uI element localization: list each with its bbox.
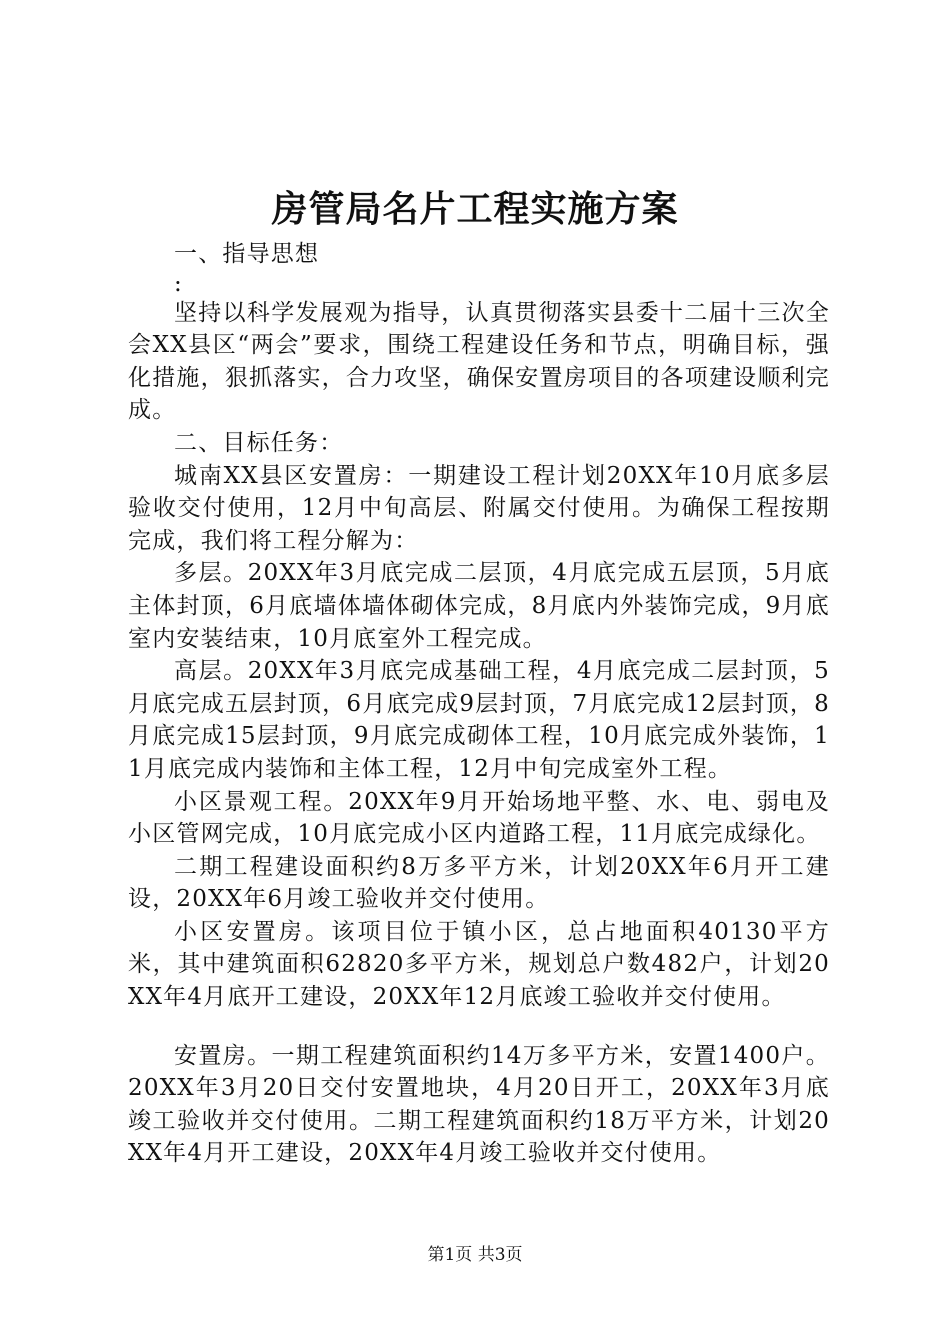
section-heading-targets: 二、目标任务： bbox=[174, 429, 344, 456]
paragraph-community-resettlement: 小区安置房。该项目位于镇小区，总占地面积40130平方米，其中建筑面积62820多平方米，规划总户数482户，计划20XX年4月底开工建设，20XX年12月底竣工验收并交付使用。 bbox=[128, 918, 830, 1011]
section-heading-colon: : bbox=[174, 270, 183, 297]
section-heading-guiding-ideology: 一、指导思想 bbox=[174, 241, 320, 267]
paragraph-resettlement-housing: 安置房。一期工程建筑面积约14万多平方米，安置1400户。20XX年3月20日交付安置地块，4月20日开工，20XX年3月底竣工验收并交付使用。二期工程建筑面积约18万平方米，计划20XX年4月开工建设，20XX年4月竣工验收并交付使用。 bbox=[128, 1042, 830, 1167]
paragraph-spacer bbox=[128, 1014, 830, 1040]
paragraph-multi-storey: 多层。20XX年3月底完成二层顶，4月底完成五层顶，5月底主体封顶，6月底墙体墙体砌体完成，8月底内外装饰完成，9月底室内安装结束，10月底室外工程完成。 bbox=[128, 560, 830, 652]
paragraph-high-rise: 高层。20XX年3月底完成基础工程，4月底完成二层封顶，5月底完成五层封顶，6月底完成9层封顶，7月底完成12层封顶，8月底完成15层封顶，9月底完成砌体工程，10月底完成外装饰，11月底完成内装饰和主体工程，12月中旬完成室外工程。 bbox=[128, 658, 830, 782]
paragraph-landscape: 小区景观工程。20XX年9月开始场地平整、水、电、弱电及小区管网完成，10月底完成小区内道路工程，11月底完成绿化。 bbox=[128, 788, 830, 848]
document-body bbox=[128, 238, 830, 1170]
page-number-footer: 第1页 共3页 bbox=[427, 1245, 523, 1265]
paragraph-guiding-ideology: 坚持以科学发展观为指导，认真贯彻落实县委十二届十三次全会XX县区“两会”要求，围绕工程建设任务和节点，明确目标，强化措施，狠抓落实，合力攻坚，确保安置房项目的各项建设顺利完成。 bbox=[128, 299, 830, 424]
document-title: 房管局名片工程实施方案 bbox=[271, 188, 679, 230]
paragraph-chengnan-resettlement: 城南XX县区安置房：一期建设工程计划20XX年10月底多层验收交付使用，12月中旬高层、附属交付使用。为确保工程按期完成，我们将工程分解为： bbox=[128, 462, 830, 554]
paragraph-phase-two: 二期工程建设面积约8万多平方米，计划20XX年6月开工建设，20XX年6月竣工验收并交付使用。 bbox=[128, 853, 830, 913]
